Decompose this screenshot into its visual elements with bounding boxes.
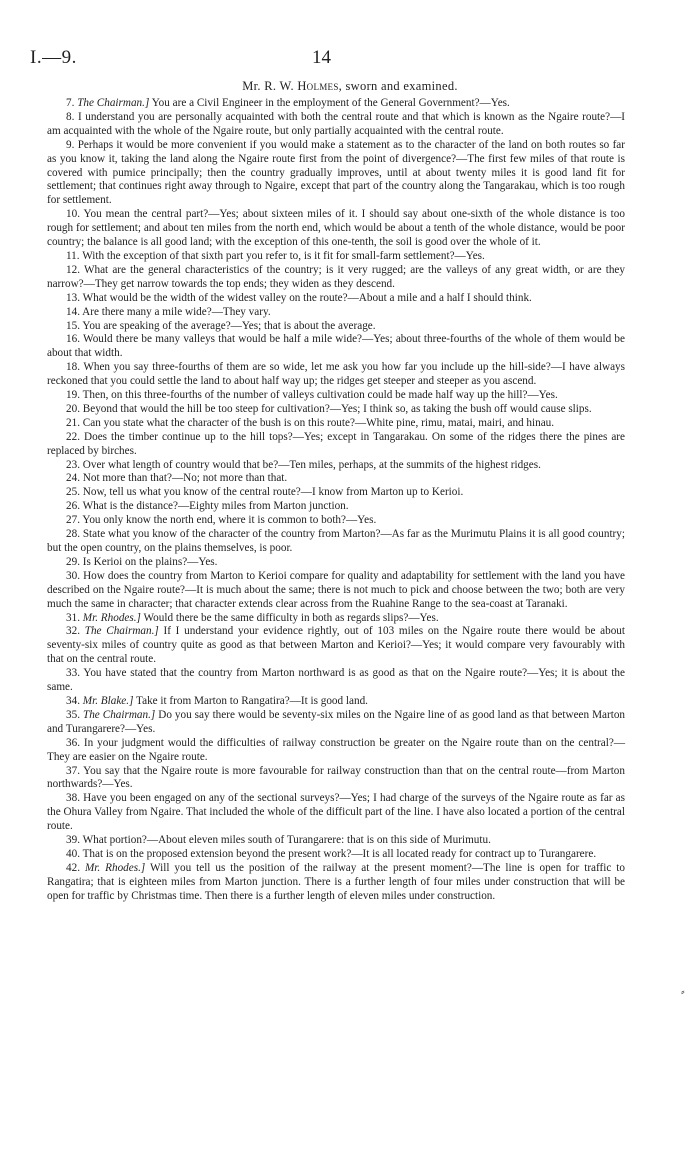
evidence-paragraph	[47, 514, 625, 528]
evidence-paragraph	[47, 500, 625, 514]
question-answer-text: In your judgment would the difficulties of railway construction be greater on the Ngaire route than on the central?—They are easier on the Ngaire route.	[47, 736, 626, 763]
question-number: 8.	[66, 110, 75, 123]
question-number: 32.	[66, 625, 80, 638]
evidence-paragraph	[47, 431, 625, 459]
question-answer-text: That is on the proposed extension beyond the present work?—It is all located ready for contract up to Turangarere.	[82, 847, 597, 860]
evidence-paragraph	[47, 625, 625, 667]
question-number: 42.	[66, 861, 80, 874]
question-number: 9.	[66, 138, 75, 151]
question-answer-text: Does the timber continue up to the hill tops?—Yes; except in Tangarakau. On some of the ridges there the pines are replaced by birches.	[47, 430, 626, 457]
question-answer-text: You are speaking of the average?—Yes; that is about the average.	[82, 319, 376, 332]
question-answer-text: When you say three-fourths of them are so wide, let me ask you how far you include up the hill-side?—I have always reckoned that you could settle the land to about half way up; the ridges get steeper and steeper as you ascend.	[47, 361, 625, 388]
question-answer-text: Beyond that would the hill be too steep for cultivation?—Yes; I think so, as taking the bush off would cause slips.	[82, 402, 592, 415]
question-number: 30.	[66, 569, 80, 582]
question-number: 13.	[66, 291, 80, 304]
question-answer-text: What portion?—About eleven miles south of Turangarere: that is on this side of Murimutu.	[82, 834, 491, 847]
evidence-paragraph	[47, 459, 625, 473]
evidence-paragraph	[47, 737, 625, 765]
question-number: 38.	[66, 792, 80, 805]
question-number: 39.	[66, 834, 80, 847]
question-answer-text: You are a Civil Engineer in the employment of the General Government?—Yes.	[151, 97, 510, 109]
question-number: 33.	[66, 667, 80, 680]
question-number: 31.	[66, 611, 80, 624]
question-answer-text: What is the distance?—Eighty miles from Marton junction.	[82, 500, 349, 513]
question-answer-text: Are there many a mile wide?—They vary.	[82, 305, 271, 318]
question-answer-text: Is Kerioi on the plains?—Yes.	[82, 555, 218, 568]
question-number: 37.	[66, 764, 80, 777]
evidence-paragraph	[47, 792, 625, 834]
evidence-paragraph	[47, 333, 625, 361]
question-answer-text: How does the country from Marton to Kerioi compare for quality and adaptability for settlement with the land you have described on the Ngaire route?—It is much about the same; there is not much to pick and choose between the two; both are very much the same in character; that character extends clear across from the Ruahine Range to the sea-coast at Taranaki.	[47, 569, 626, 610]
question-number: 25.	[66, 486, 80, 499]
witness-heading	[0, 79, 700, 94]
question-answer-text: Would there be the same difficulty in both as regards slips?—Yes.	[143, 611, 439, 624]
evidence-paragraph	[47, 208, 625, 250]
evidence-paragraph	[47, 862, 625, 904]
question-number: 15.	[66, 319, 80, 332]
witness-suffix: , sworn and examined.	[338, 79, 458, 93]
question-answer-text: Not more than that?—No; not more than that.	[82, 472, 288, 485]
evidence-paragraph	[47, 834, 625, 848]
question-answer-text: Have you been engaged on any of the sectional surveys?—Yes; I had charge of the surveys of the Ngaire route as far as the Ohura Valley from Ngaire. That included the whole of the difficult part of the line. I have also located a portion of the central route.	[47, 792, 625, 833]
speaker-label: Mr. Blake.]	[82, 694, 134, 707]
evidence-paragraph	[47, 765, 625, 793]
question-answer-text: What would be the width of the widest valley on the route?—About a mile and a half I should think.	[82, 291, 532, 304]
evidence-paragraph	[47, 389, 625, 403]
question-number: 18.	[66, 361, 80, 374]
question-number: 22.	[66, 430, 80, 443]
evidence-paragraph	[47, 292, 625, 306]
evidence-paragraph	[47, 556, 625, 570]
question-number: 23.	[66, 458, 80, 471]
question-number: 19.	[66, 389, 80, 402]
evidence-paragraph	[47, 612, 625, 626]
question-answer-text: Then, on this three-fourths of the number of valleys cultivation could be made half way up the hill?—Yes.	[82, 389, 558, 402]
evidence-paragraph	[47, 667, 625, 695]
evidence-paragraph	[47, 417, 625, 431]
speaker-label: Mr. Rhodes.]	[84, 861, 146, 874]
question-number: 11.	[66, 249, 80, 262]
question-answer-text: Now, tell us what you know of the central route?—I know from Marton up to Kerioi.	[82, 486, 464, 499]
question-answer-text: Do you say there would be seventy-six miles on the Ngaire line of as good land as that between Marton and Turangarere?—Yes.	[47, 708, 626, 735]
question-number: 14.	[66, 305, 80, 318]
speaker-label: The Chairman.]	[84, 625, 159, 638]
margin-mark: ⸗	[681, 986, 685, 998]
question-number: 7.	[66, 97, 75, 109]
page-number: 14	[312, 47, 331, 68]
question-number: 26.	[66, 500, 80, 513]
evidence-paragraph	[47, 486, 625, 500]
evidence-paragraph	[47, 111, 625, 139]
evidence-paragraph	[47, 361, 625, 389]
paper-reference: I.—9.	[30, 47, 77, 68]
evidence-paragraph	[47, 570, 625, 612]
evidence-paragraph	[47, 528, 625, 556]
question-answer-text: Perhaps it would be more convenient if you would make a statement as to the character of the land on both routes so far as you know it, taking the land along the Ngaire route first from the point of divergence?—The first few miles of that route is covered with pumice principally; then the country gradually improves, until at about twenty miles it is good land fit for settlement; that continues right away through to Ngaire, except that part of the country along the Tangarakau, which is too rough for settlement.	[47, 138, 625, 207]
question-answer-text: You say that the Ngaire route is more favourable for railway construction than that on the central route—from Marton northwards?—Yes.	[47, 764, 625, 791]
question-answer-text: Can you state what the character of the bush is on this route?—White pine, rimu, matai, mairi, and hinau.	[82, 416, 555, 429]
evidence-paragraph	[47, 403, 625, 417]
question-number: 24.	[66, 472, 80, 485]
witness-name: R. W. Holmes	[264, 79, 339, 93]
question-number: 34.	[66, 694, 80, 707]
question-answer-text: What are the general characteristics of the country; is it very rugged; are the valleys of any great width, or are they narrow?—They get narrow towards the top ends; they widen as they descend.	[47, 263, 625, 290]
question-number: 40.	[66, 847, 80, 860]
evidence-paragraph	[47, 848, 625, 862]
question-number: 36.	[66, 736, 80, 749]
question-number: 12.	[66, 263, 80, 276]
question-number: 28.	[66, 528, 80, 541]
evidence-paragraph	[47, 139, 625, 209]
speaker-label: Mr. Rhodes.]	[82, 611, 141, 624]
question-number: 10.	[66, 208, 80, 221]
question-answer-text: If I understand your evidence rightly, out of 103 miles on the Ngaire route there would be about seventy-six miles of country quite as good as that between Marton and Kerioi?—Yes; it would compare very favourably with that on the central route.	[47, 625, 625, 666]
question-number: 29.	[66, 555, 80, 568]
evidence-paragraph	[47, 306, 625, 320]
evidence-paragraph	[47, 97, 625, 111]
question-number: 16.	[66, 333, 80, 346]
question-answer-text: Would there be many valleys that would be half a mile wide?—Yes; about three-fourths of the whole of them would be about that width.	[47, 333, 625, 360]
evidence-paragraph	[47, 695, 625, 709]
evidence-paragraph	[47, 472, 625, 486]
evidence-paragraph	[47, 250, 625, 264]
question-answer-text: State what you know of the character of the country from Marton?—As far as the Murimutu Plains it is all good country; but the open country, on the plains themselves, is poor.	[47, 528, 625, 554]
speaker-label: The Chairman.]	[77, 97, 150, 109]
question-number: 35.	[66, 708, 80, 721]
question-answer-text: With the exception of that sixth part you refer to, is it fit for small-farm settlement?—Yes.	[82, 249, 485, 262]
question-answer-text: Over what length of country would that be?—Ten miles, perhaps, at the summits of the highest ridges.	[82, 458, 541, 471]
question-answer-text: Will you tell us the position of the railway at the present moment?—The line is open for traffic to Rangatira; that is eighteen miles from Marton junction. There is a further length of four miles under construction that will be open for traffic by Christmas time. Then there is a further length of eleven miles under construction.	[47, 861, 626, 902]
question-number: 21.	[66, 416, 80, 429]
speaker-label: The Chairman.]	[82, 708, 156, 721]
question-number: 27.	[66, 514, 80, 527]
witness-prefix: Mr.	[242, 79, 261, 93]
question-answer-text: I understand you are personally acquainted with both the central route and that which is known as the Ngaire route?—I am acquainted with the whole of the Ngaire route, but only partially acquainted with the central route.	[47, 110, 626, 137]
question-answer-text: You have stated that the country from Marton northward is as good as that on the Ngaire route?—Yes; it is about the same.	[47, 667, 625, 694]
question-number: 20.	[66, 402, 80, 415]
evidence-paragraph	[47, 709, 625, 737]
evidence-body	[47, 97, 625, 904]
evidence-paragraph	[47, 320, 625, 334]
question-answer-text: You only know the north end, where it is common to both?—Yes.	[82, 514, 377, 527]
question-answer-text: You mean the central part?—Yes; about sixteen miles of it. I should say about one-sixth of the whole distance is too rough for settlement; and about ten miles from the north end, which would be about a tenth of the whole distance, would be poor country; the balance is all good land; with the exception of this one-tenth, the soil is good over the whole of it.	[47, 208, 625, 249]
question-answer-text: Take it from Marton to Rangatira?—It is good land.	[136, 694, 368, 707]
evidence-paragraph	[47, 264, 625, 292]
